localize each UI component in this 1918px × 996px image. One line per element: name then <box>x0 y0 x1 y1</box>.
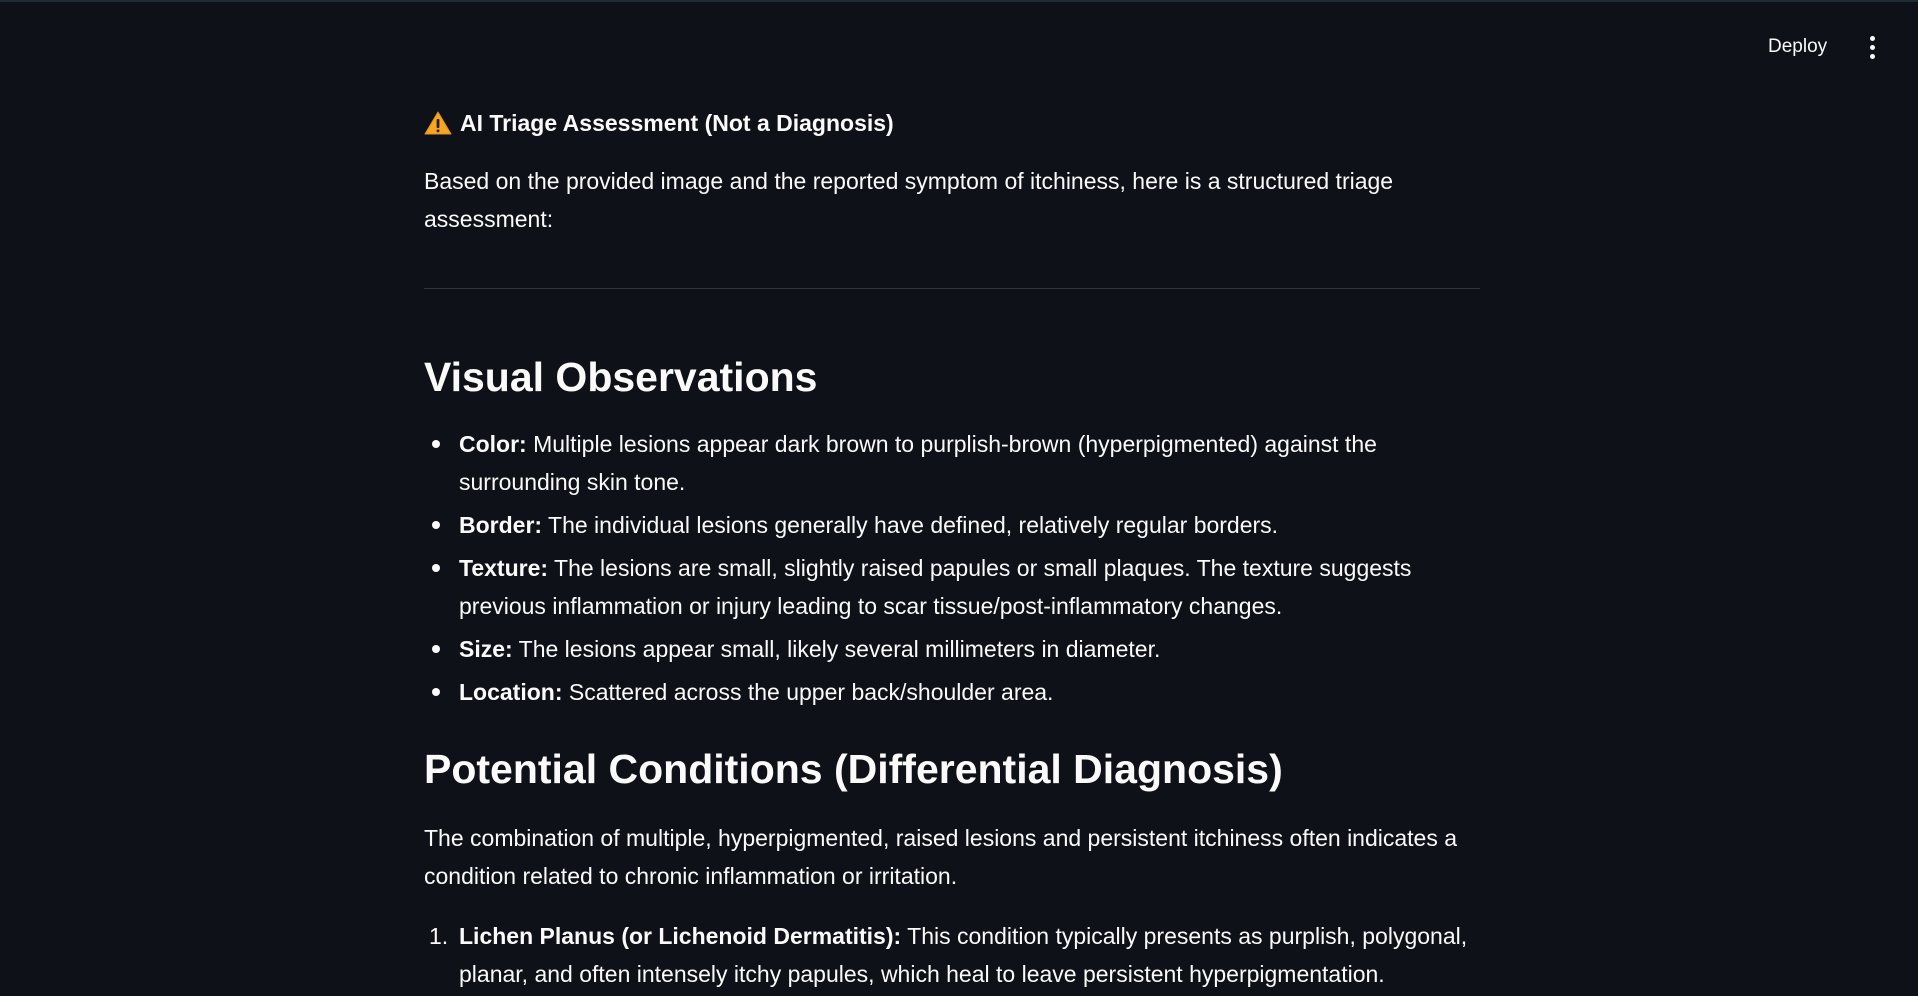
app-header <box>0 2 1918 88</box>
deploy-button[interactable]: Deploy <box>1756 30 1839 64</box>
assessment-title-row <box>424 96 1480 150</box>
observation-label: Border: <box>459 512 543 538</box>
observation-text: The lesions are small, slightly raised papules or small plaques. The texture suggests previous inflammation or injury leading to scar tissue/post-inflammatory changes. <box>459 555 1412 619</box>
conditions-intro: The combination of multiple, hyperpigmented, raised lesions and persistent itchiness often indicates a condition related to chronic inflammation or irritation. <box>424 825 1458 889</box>
condition-label: Lichen Planus (or Lichenoid Dermatitis): <box>459 923 902 949</box>
condition-item <box>429 917 1480 993</box>
observation-label: Location: <box>459 679 563 705</box>
observation-item-texture <box>459 549 1480 625</box>
section-divider <box>424 288 1480 289</box>
warning-icon <box>424 110 452 136</box>
assessment-title: AI Triage Assessment (Not a Diagnosis) <box>460 109 894 136</box>
visual-observations-heading: Visual Observations <box>424 354 818 400</box>
observation-item-border <box>459 506 1480 544</box>
condition-number: 1. <box>429 923 449 949</box>
conditions-list <box>424 917 1480 993</box>
observation-item-location <box>459 673 1480 711</box>
observation-item-size <box>459 630 1480 668</box>
observation-text: Scattered across the upper back/shoulder area. <box>562 679 1054 705</box>
observation-label: Color: <box>459 431 527 457</box>
assessment-intro: Based on the provided image and the reported symptom of itchiness, here is a structured triage assessment: <box>424 168 1394 232</box>
observation-text: The individual lesions generally have defined, relatively regular borders. <box>542 512 1279 538</box>
observation-item-color <box>459 425 1480 501</box>
observation-text: Multiple lesions appear dark brown to purplish-brown (hyperpigmented) against the surrounding skin tone. <box>459 431 1377 495</box>
more-vertical-icon[interactable] <box>1858 30 1886 64</box>
condition-text: This condition typically presents as purplish, polygonal, planar, and often intensely itchy papules, which heal to leave persistent hyperpigmentation. <box>459 923 1468 987</box>
observation-label: Size: <box>459 636 513 662</box>
observation-text: The lesions appear small, likely several millimeters in diameter. <box>512 636 1161 662</box>
potential-conditions-heading: Potential Conditions (Differential Diagnosis) <box>424 746 1283 792</box>
main-content <box>424 96 1480 993</box>
observations-list <box>424 425 1480 711</box>
observation-label: Texture: <box>459 555 549 581</box>
